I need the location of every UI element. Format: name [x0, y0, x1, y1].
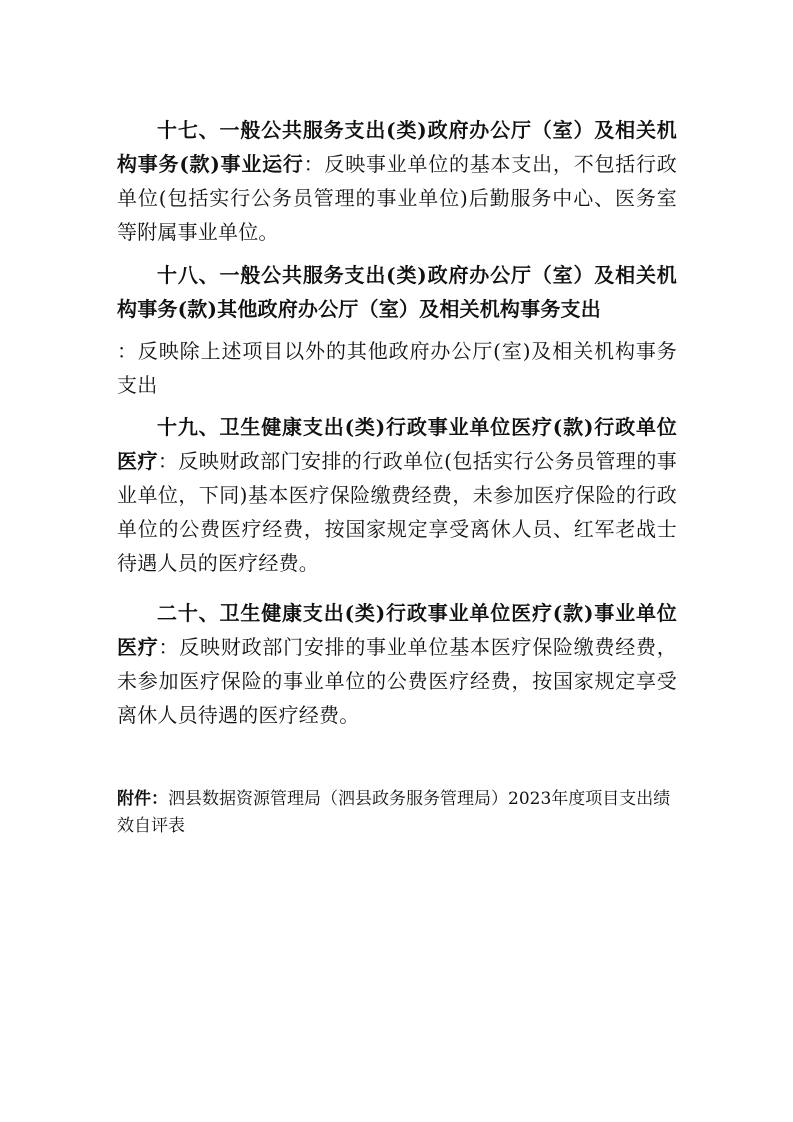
attachment-note — [117, 786, 677, 840]
paragraph-19 — [117, 410, 677, 580]
attachment-text: 泗县数据资源管理局（泗县政务服务管理局）2023年度项目支出绩效自评表 — [117, 789, 671, 836]
paragraph-18-body: ：反映除上述项目以外的其他政府办公厅(室)及相关机构事务支出 — [117, 339, 677, 397]
paragraph-20-heading: 二十、卫生健康支出(类)行政事业单位医疗(款)事业单位医疗 — [117, 601, 677, 659]
paragraph-19-heading: 十九、卫生健康支出(类)行政事业单位医疗(款)行政单位医疗 — [117, 415, 677, 473]
paragraph-17-body: ：反映事业单位的基本支出，不包括行政单位(包括实行公务员管理的事业单位)后勤服务中心、医务室等附属事业单位。 — [117, 152, 677, 244]
paragraph-18-heading: 十八、一般公共服务支出(类)政府办公厅（室）及相关机构事务(款)其他政府办公厅（室）及相关机构事务支出 — [117, 263, 677, 321]
paragraph-17 — [117, 113, 677, 249]
attachment-label: 附件： — [117, 789, 168, 809]
paragraph-18 — [117, 258, 677, 326]
paragraph-17-heading: 十七、一般公共服务支出(类)政府办公厅（室）及相关机构事务(款)事业运行 — [117, 118, 677, 176]
paragraph-20 — [117, 596, 677, 732]
paragraph-20-body: ：反映财政部门安排的事业单位基本医疗保险缴费经费，未参加医疗保险的事业单位的公费医疗经费，按国家规定享受离休人员待遇的医疗经费。 — [117, 635, 678, 727]
paragraph-18-continuation — [117, 334, 677, 402]
paragraph-19-body: ：反映财政部门安排的行政单位(包括实行公务员管理的事业单位，下同)基本医疗保险缴费经费，未参加医疗保险的行政单位的公费医疗经费，按国家规定享受离休人员、红军老战士待遇人员的医疗经费。 — [117, 449, 677, 575]
